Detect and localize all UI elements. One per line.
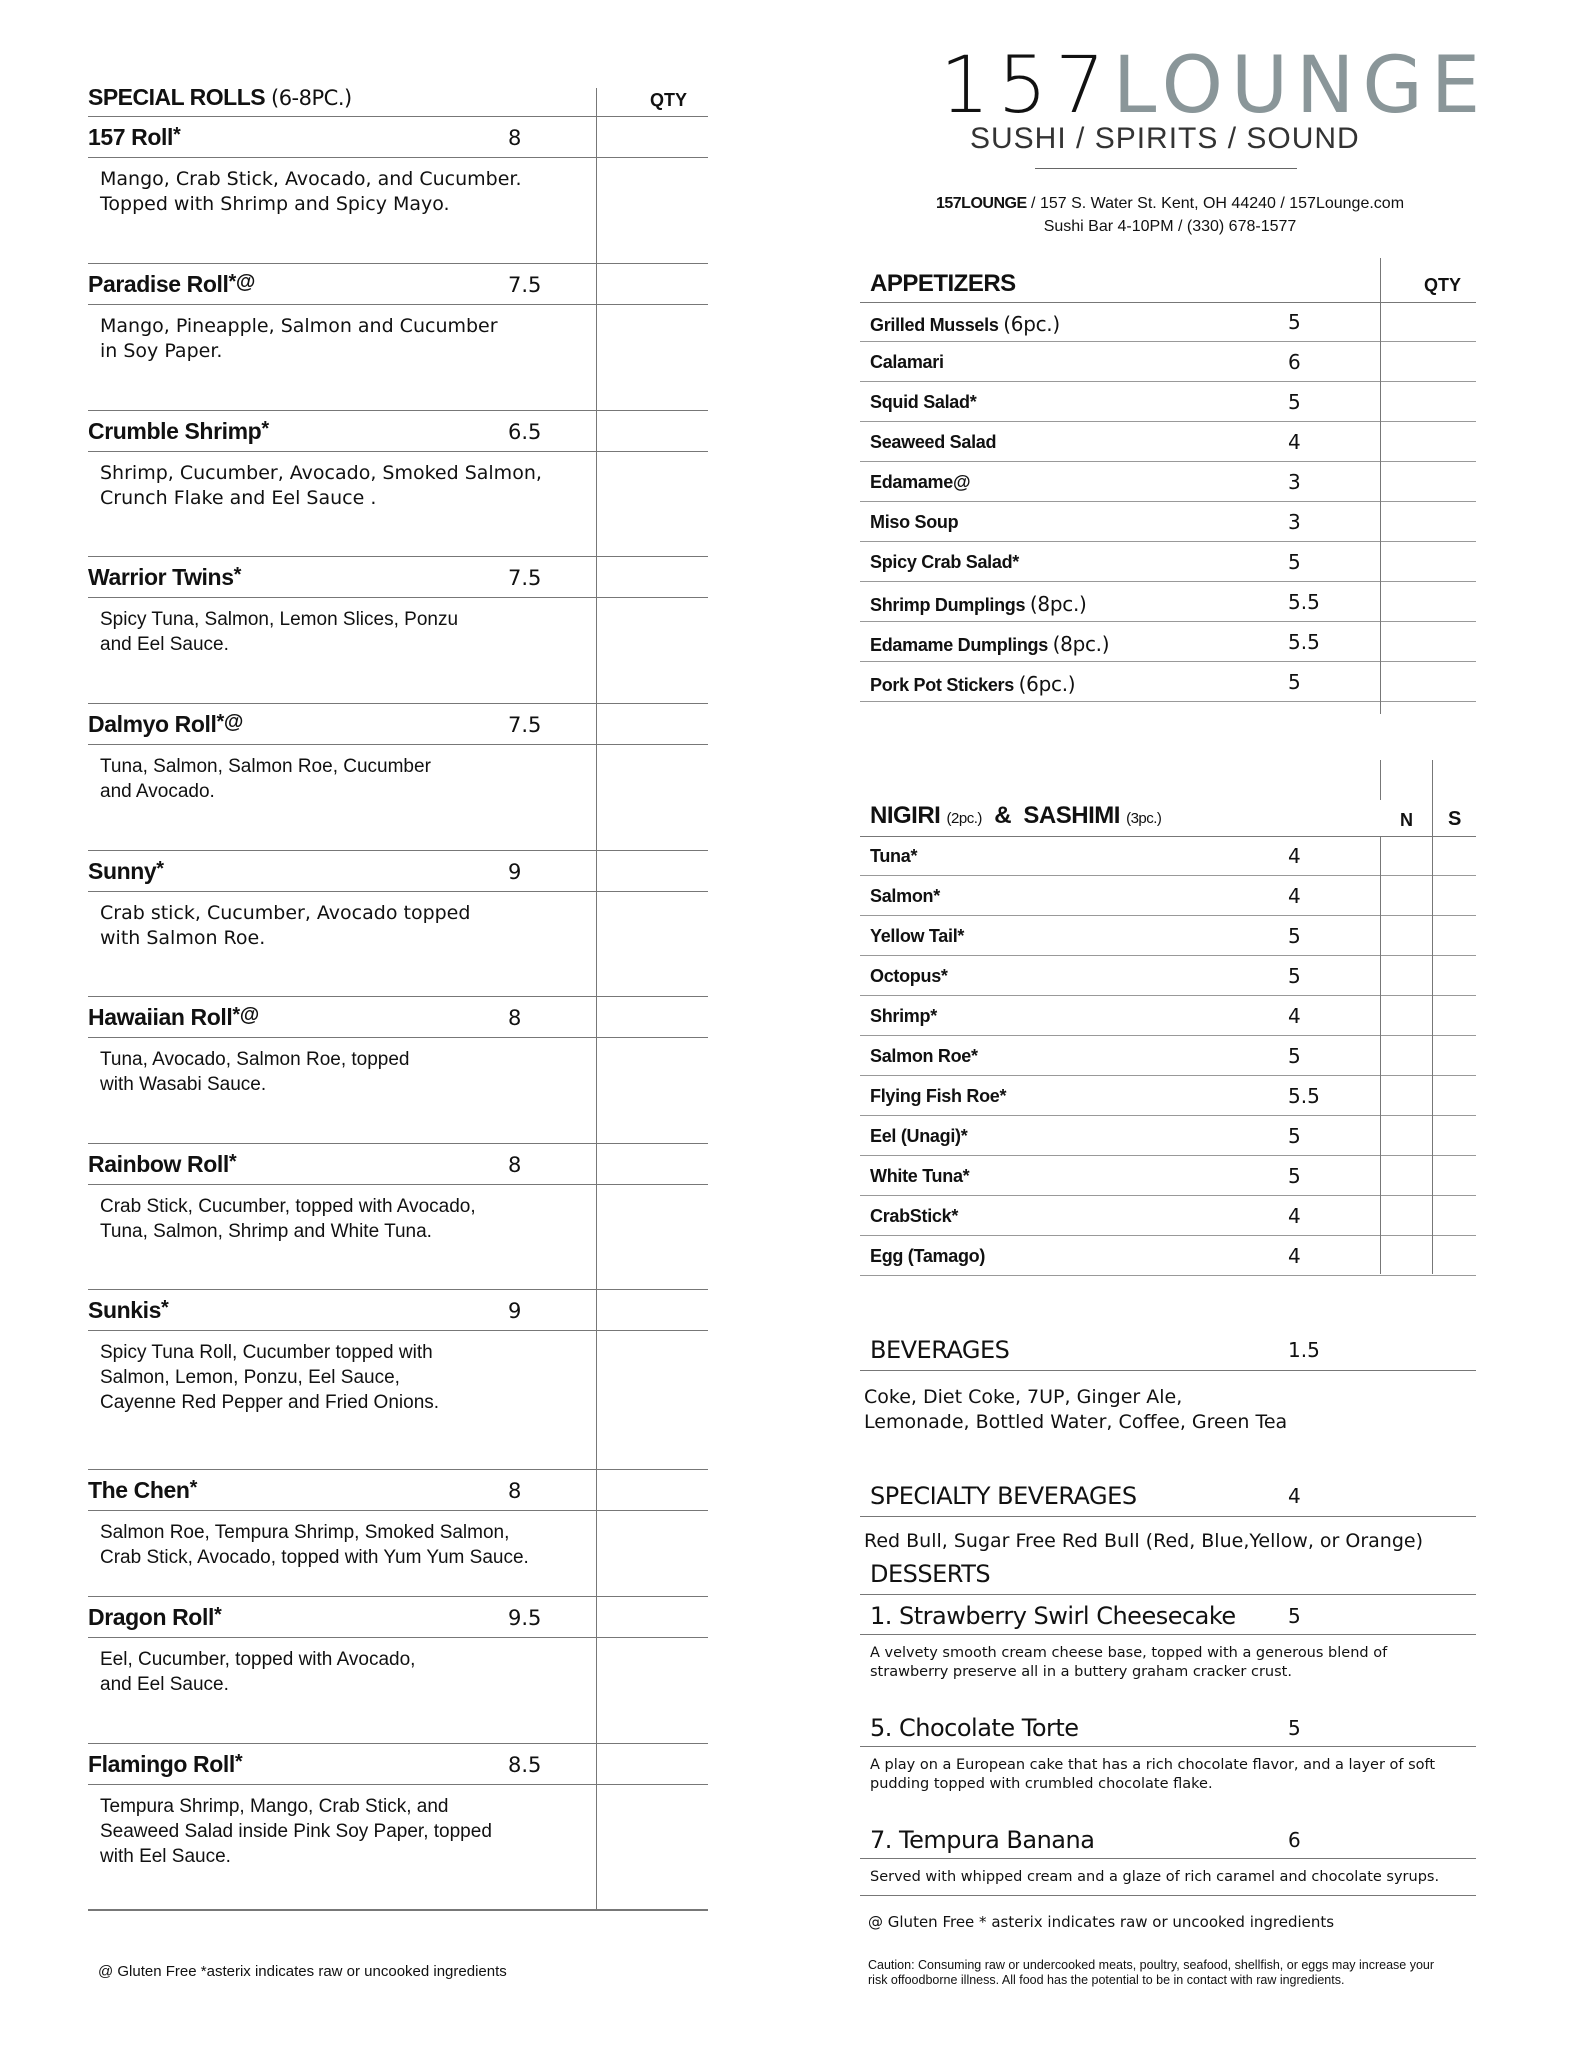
- roll-name: [88, 1751, 242, 1778]
- roll-description: [100, 461, 570, 511]
- appetizer-price: 3: [1288, 510, 1301, 534]
- dessert-item-header: [860, 1706, 1476, 1747]
- roll-name: [88, 1004, 259, 1031]
- nigiri-column-divider: [1380, 836, 1381, 1274]
- roll-description-line: Salmon, Lemon, Ponzu, Eel Sauce,: [100, 1367, 400, 1388]
- special-rolls-subtitle: (6-8PC.): [271, 86, 352, 110]
- roll-name-text: 157 Roll: [88, 124, 174, 150]
- dessert-description-line: pudding topped with crumbled chocolate flake.: [870, 1776, 1213, 1792]
- roll-description-line: Topped with Shrimp and Spicy Mayo.: [100, 193, 450, 215]
- roll-name-text: Rainbow Roll: [88, 1151, 229, 1177]
- appetizer-price: 6: [1288, 350, 1301, 374]
- appetizer-name: [870, 312, 1060, 336]
- appetizer-row: [860, 542, 1476, 582]
- roll-description: [100, 1794, 570, 1869]
- roll-description: [100, 607, 570, 657]
- roll-name: [88, 1477, 197, 1504]
- roll-description: [100, 1520, 570, 1570]
- nigiri-name: Salmon*: [870, 886, 940, 906]
- roll-mark: *: [261, 418, 269, 440]
- nigiri-price: 4: [1288, 844, 1301, 868]
- roll-description-line: Crab Stick, Avocado, topped with Yum Yum Sauce.: [100, 1547, 529, 1568]
- nigiri-row: [860, 876, 1476, 916]
- nigiri-row: [860, 1236, 1476, 1276]
- sashimi-column-divider: [1432, 760, 1433, 1274]
- divider: [860, 1895, 1476, 1896]
- appetizer-name-text: Edamame Dumplings: [870, 635, 1048, 655]
- appetizer-name-text: Pork Pot Stickers: [870, 675, 1014, 695]
- nigiri-row: [860, 1076, 1476, 1116]
- roll-description-line: Shrimp, Cucumber, Avocado, Smoked Salmon,: [100, 462, 542, 484]
- caution-notice: [868, 1958, 1488, 1988]
- appetizer-name: [870, 672, 1075, 696]
- roll-description: [100, 1647, 570, 1697]
- roll-description-line: Mango, Crab Stick, Avocado, and Cucumber.: [100, 168, 522, 190]
- roll-item: [88, 1144, 708, 1290]
- roll-description-line: Eel, Cucumber, topped with Avocado,: [100, 1649, 416, 1670]
- roll-name-text: Warrior Twins: [88, 564, 234, 590]
- roll-name-text: Flamingo Roll: [88, 1751, 235, 1777]
- appetizer-row: [860, 462, 1476, 502]
- roll-price: 9: [508, 860, 522, 884]
- nigiri-price: 5: [1288, 924, 1301, 948]
- specialty-beverages-list: Red Bull, Sugar Free Red Bull (Red, Blue,Yellow, or Orange): [864, 1530, 1424, 1552]
- roll-item: [88, 851, 708, 997]
- roll-mark: *: [228, 1151, 237, 1173]
- appetizer-row: [860, 382, 1476, 422]
- address-block: [890, 192, 1450, 238]
- roll-mark: *@: [216, 711, 244, 733]
- roll-mark: *: [173, 124, 181, 146]
- nigiri-price: 5: [1288, 1124, 1301, 1148]
- dessert-name: 1. Strawberry Swirl Cheesecake: [870, 1602, 1236, 1630]
- roll-name: [88, 858, 164, 885]
- appetizer-price: 5.5: [1288, 590, 1320, 614]
- desserts-title: DESSERTS: [870, 1560, 991, 1588]
- dessert-item-header: [860, 1594, 1476, 1635]
- roll-name-text: Paradise Roll: [88, 271, 229, 297]
- roll-description-line: Salmon Roe, Tempura Shrimp, Smoked Salmon,: [100, 1522, 510, 1543]
- specialty-beverages-title: SPECIALTY BEVERAGES: [870, 1482, 1137, 1510]
- qty-column-divider: [596, 88, 597, 1910]
- nigiri-price: 4: [1288, 1244, 1301, 1268]
- appetizer-portion: (6pc.): [1003, 312, 1060, 336]
- right-footnote: @ Gluten Free * asterix indicates raw or uncooked ingredients: [868, 1913, 1335, 1931]
- appetizer-row: [860, 622, 1476, 662]
- roll-name-row: [88, 1290, 708, 1331]
- appetizer-price: 3: [1288, 470, 1301, 494]
- roll-name-row: [88, 117, 708, 158]
- roll-description-line: Mango, Pineapple, Salmon and Cucumber: [100, 315, 498, 337]
- roll-price: 9.5: [508, 1606, 542, 1630]
- qty-column-label: QTY: [650, 90, 688, 110]
- nigiri-price: 5: [1288, 1164, 1301, 1188]
- appetizer-name: [870, 472, 970, 493]
- roll-mark: *: [234, 1751, 243, 1773]
- roll-item: [88, 1744, 708, 1910]
- roll-mark: *: [156, 858, 164, 880]
- roll-name-text: The Chen: [88, 1477, 190, 1503]
- roll-description: [100, 754, 570, 804]
- nigiri-name: White Tuna*: [870, 1166, 970, 1186]
- roll-description-line: Crunch Flake and Eel Sauce .: [100, 487, 377, 509]
- beverages-line: Lemonade, Bottled Water, Coffee, Green Tea: [864, 1411, 1288, 1433]
- appetizer-portion: (8pc.): [1029, 592, 1087, 616]
- special-rolls-title: SPECIAL ROLLS (6-8PC.): [88, 84, 352, 110]
- beverages-list: [864, 1385, 1287, 1435]
- nigiri-name: Tuna*: [870, 846, 918, 866]
- roll-description-line: Spicy Tuna, Salmon, Lemon Slices, Ponzu: [100, 609, 459, 630]
- nigiri-name: Shrimp*: [870, 1006, 937, 1026]
- roll-description-line: Spicy Tuna Roll, Cucumber topped with: [100, 1342, 433, 1363]
- roll-description-line: and Eel Sauce.: [100, 1674, 229, 1695]
- specialty-beverages-price: 4: [1288, 1484, 1301, 1508]
- roll-name-row: [88, 1144, 708, 1185]
- roll-item: [88, 1597, 708, 1744]
- roll-name-row: [88, 264, 708, 305]
- dessert-description-line: A velvety smooth cream cheese base, topped with a generous blend of: [870, 1645, 1388, 1661]
- roll-name-row: [88, 1597, 708, 1638]
- appetizer-name-text: Calamari: [870, 352, 944, 372]
- roll-name: [88, 271, 255, 298]
- roll-description: [100, 1340, 570, 1415]
- dessert-description: [870, 1644, 1470, 1682]
- beverages-header: [860, 1332, 1476, 1371]
- dessert-price: 5: [1288, 1716, 1301, 1740]
- roll-name-text: Dalmyo Roll: [88, 711, 217, 737]
- sashimi-column-label: S: [1448, 808, 1462, 830]
- nigiri-price: 4: [1288, 1204, 1301, 1228]
- nigiri-row: [860, 1036, 1476, 1076]
- specialty-beverages-header: [860, 1478, 1476, 1517]
- dessert-description: [870, 1868, 1470, 1887]
- roll-description: [100, 901, 570, 951]
- appetizer-name-text: Miso Soup: [870, 512, 959, 532]
- dessert-price: 5: [1288, 1604, 1301, 1628]
- roll-description-line: with Salmon Roe.: [100, 927, 266, 949]
- nigiri-name: Octopus*: [870, 966, 948, 986]
- roll-item: [88, 997, 708, 1144]
- roll-name-row: [88, 1470, 708, 1511]
- nigiri-sashimi-header: [860, 792, 1476, 837]
- special-rolls-header: [88, 78, 708, 117]
- appetizer-row: [860, 502, 1476, 542]
- roll-description-line: Tuna, Salmon, Salmon Roe, Cucumber: [100, 756, 431, 777]
- roll-item: [88, 557, 708, 704]
- roll-name-row: [88, 411, 708, 452]
- appetizer-name: [870, 552, 1019, 573]
- right-column: [860, 0, 1489, 2048]
- nigiri-price: 5: [1288, 1044, 1301, 1068]
- roll-mark: *@: [232, 1004, 259, 1026]
- appetizers-header: [860, 262, 1476, 303]
- roll-item: [88, 1470, 708, 1597]
- appetizer-name: [870, 592, 1087, 616]
- appetizer-row: [860, 342, 1476, 382]
- dessert-description: [870, 1756, 1470, 1794]
- nigiri-name: Egg (Tamago): [870, 1246, 986, 1266]
- roll-price: 7.5: [508, 566, 542, 590]
- beverages-title: BEVERAGES: [870, 1336, 1010, 1364]
- roll-name-row: [88, 851, 708, 892]
- nigiri-row: [860, 996, 1476, 1036]
- appetizer-portion: (6pc.): [1018, 672, 1076, 696]
- appetizer-row: [860, 302, 1476, 342]
- roll-description-line: in Soy Paper.: [100, 340, 223, 362]
- appetizer-name: [870, 352, 944, 373]
- appetizer-price: 5.5: [1288, 630, 1320, 654]
- nigiri-row: [860, 1116, 1476, 1156]
- roll-name-text: Dragon Roll: [88, 1604, 214, 1630]
- roll-description-line: and Avocado.: [100, 781, 215, 802]
- roll-price: 8.5: [508, 1753, 542, 1777]
- roll-price: 6.5: [508, 420, 542, 444]
- roll-price: 8: [508, 126, 522, 150]
- appetizer-price: 5: [1288, 550, 1301, 574]
- address-brand: 157LOUNGE: [935, 195, 1027, 212]
- roll-description: [100, 314, 570, 364]
- beverages-price: 1.5: [1288, 1338, 1320, 1362]
- nigiri-name: Salmon Roe*: [870, 1046, 978, 1066]
- roll-mark: *: [233, 564, 241, 586]
- nigiri-row: [860, 956, 1476, 996]
- roll-mark: *@: [228, 271, 256, 293]
- nigiri-row: [860, 1156, 1476, 1196]
- dessert-description-line: A play on a European cake that has a rich chocolate flavor, and a layer of soft: [870, 1757, 1436, 1773]
- hours-phone: Sushi Bar 4-10PM / (330) 678-1577: [1043, 218, 1297, 235]
- appetizer-row: [860, 662, 1476, 702]
- desserts-header: [860, 1556, 1476, 1595]
- roll-description: [100, 167, 570, 217]
- appetizer-row: [860, 582, 1476, 622]
- roll-name-text: Hawaiian Roll: [88, 1004, 233, 1030]
- dessert-item-header: [860, 1818, 1476, 1859]
- roll-description-line: and Eel Sauce.: [100, 634, 229, 655]
- nigiri-price: 4: [1288, 1004, 1301, 1028]
- roll-name: [88, 564, 241, 591]
- roll-mark: *: [189, 1477, 197, 1499]
- roll-item: [88, 411, 708, 557]
- nigiri-name: Flying Fish Roe*: [870, 1086, 1007, 1106]
- nigiri-name: Eel (Unagi)*: [870, 1126, 968, 1146]
- nigiri-price: 4: [1288, 884, 1301, 908]
- left-footnote: @ Gluten Free *asterix indicates raw or uncooked ingredients: [98, 1963, 507, 1980]
- appetizer-name-text: Squid Salad*: [870, 392, 977, 412]
- qty-column-label: QTY: [1424, 275, 1462, 295]
- roll-description: [100, 1194, 570, 1244]
- divider: [88, 1910, 708, 1911]
- roll-description-line: with Wasabi Sauce.: [100, 1074, 267, 1095]
- roll-item: [88, 117, 708, 264]
- roll-name: [88, 1297, 168, 1324]
- appetizer-price: 5: [1288, 310, 1301, 334]
- appetizer-name-text: Edamame@: [870, 472, 971, 492]
- appetizer-price: 4: [1288, 430, 1301, 454]
- beverages-line: Coke, Diet Coke, 7UP, Ginger Ale,: [864, 1386, 1183, 1408]
- appetizer-name: [870, 392, 976, 413]
- roll-description: [100, 1047, 570, 1097]
- dessert-name: 7. Tempura Banana: [870, 1826, 1095, 1854]
- nigiri-column-label: N: [1400, 810, 1413, 830]
- nigiri-price: 5.5: [1288, 1084, 1320, 1108]
- roll-description-line: with Eel Sauce.: [100, 1846, 231, 1867]
- special-rolls-section: [88, 0, 708, 2048]
- dessert-description-line: strawberry preserve all in a buttery graham cracker crust.: [870, 1664, 1292, 1680]
- roll-description-line: Tempura Shrimp, Mango, Crab Stick, and: [100, 1796, 449, 1817]
- tagline: SUSHI / SPIRITS / SOUND: [970, 122, 1360, 155]
- roll-name: [88, 418, 269, 445]
- roll-name-row: [88, 997, 708, 1038]
- nigiri-name: CrabStick*: [870, 1206, 959, 1226]
- roll-name-row: [88, 1744, 708, 1785]
- appetizer-name-text: Seaweed Salad: [870, 432, 997, 452]
- roll-description-line: Cayenne Red Pepper and Fried Onions.: [100, 1392, 440, 1413]
- nigiri-row: [860, 836, 1476, 876]
- roll-name: [88, 711, 243, 738]
- nigiri-price: 5: [1288, 964, 1301, 988]
- roll-mark: *: [213, 1604, 222, 1626]
- roll-description-line: Seaweed Salad inside Pink Soy Paper, topped: [100, 1821, 492, 1842]
- roll-price: 8: [508, 1479, 522, 1503]
- appetizer-price: 5: [1288, 670, 1301, 694]
- appetizer-row: [860, 422, 1476, 462]
- appetizer-name: [870, 512, 958, 533]
- caution-line: Caution: Consuming raw or undercooked meats, poultry, seafood, shellfish, or eggs may increase your: [868, 1958, 1435, 1972]
- roll-name: [88, 124, 180, 151]
- roll-description-line: Tuna, Avocado, Salmon Roe, topped: [100, 1049, 410, 1070]
- caution-line: risk offoodborne illness. All food has the potential to be in contact with raw ingredients.: [868, 1973, 1345, 1987]
- roll-price: 9: [508, 1299, 522, 1323]
- qty-column-divider: [1380, 258, 1381, 714]
- roll-item: [88, 704, 708, 851]
- appetizer-portion: (8pc.): [1052, 632, 1110, 656]
- roll-description-line: Crab Stick, Cucumber, topped with Avocado,: [100, 1196, 476, 1217]
- appetizer-name: [870, 632, 1109, 656]
- logo: 157LOUNGE: [940, 41, 1489, 131]
- appetizer-name-text: Shrimp Dumplings: [870, 595, 1026, 615]
- divider: [1035, 168, 1297, 169]
- roll-name-text: Sunkis: [88, 1297, 162, 1323]
- roll-name: [88, 1151, 236, 1178]
- roll-price: 7.5: [508, 273, 542, 297]
- address-text: / 157 S. Water St. Kent, OH 44240 / 157Lounge.com: [1026, 195, 1405, 212]
- roll-name: [88, 1604, 221, 1631]
- appetizer-name: [870, 432, 996, 453]
- roll-description-line: Tuna, Salmon, Shrimp and White Tuna.: [100, 1221, 432, 1242]
- roll-name-text: Crumble Shrimp: [88, 418, 262, 444]
- roll-price: 8: [508, 1006, 522, 1030]
- roll-item: [88, 1290, 708, 1470]
- roll-price: 7.5: [508, 713, 542, 737]
- roll-name-row: [88, 557, 708, 598]
- nigiri-row: [860, 916, 1476, 956]
- roll-item: [88, 264, 708, 411]
- nigiri-sashimi-title: NIGIRI (2pc.) & SASHIMI (3pc.): [870, 802, 1162, 829]
- roll-price: 8: [508, 1153, 522, 1177]
- roll-name-text: Sunny: [88, 858, 157, 884]
- appetizer-name-text: Grilled Mussels: [870, 315, 999, 335]
- appetizer-price: 5: [1288, 390, 1301, 414]
- nigiri-row: [860, 1196, 1476, 1236]
- roll-name-row: [88, 704, 708, 745]
- appetizers-title: APPETIZERS: [870, 270, 1016, 297]
- nigiri-name: Yellow Tail*: [870, 926, 965, 946]
- appetizer-name-text: Spicy Crab Salad*: [870, 552, 1019, 572]
- dessert-price: 6: [1288, 1828, 1301, 1852]
- dessert-description-line: Served with whipped cream and a glaze of rich caramel and chocolate syrups.: [870, 1869, 1440, 1885]
- dessert-name: 5. Chocolate Torte: [870, 1714, 1079, 1742]
- roll-mark: *: [161, 1297, 169, 1319]
- roll-description-line: Crab stick, Cucumber, Avocado topped: [100, 902, 471, 924]
